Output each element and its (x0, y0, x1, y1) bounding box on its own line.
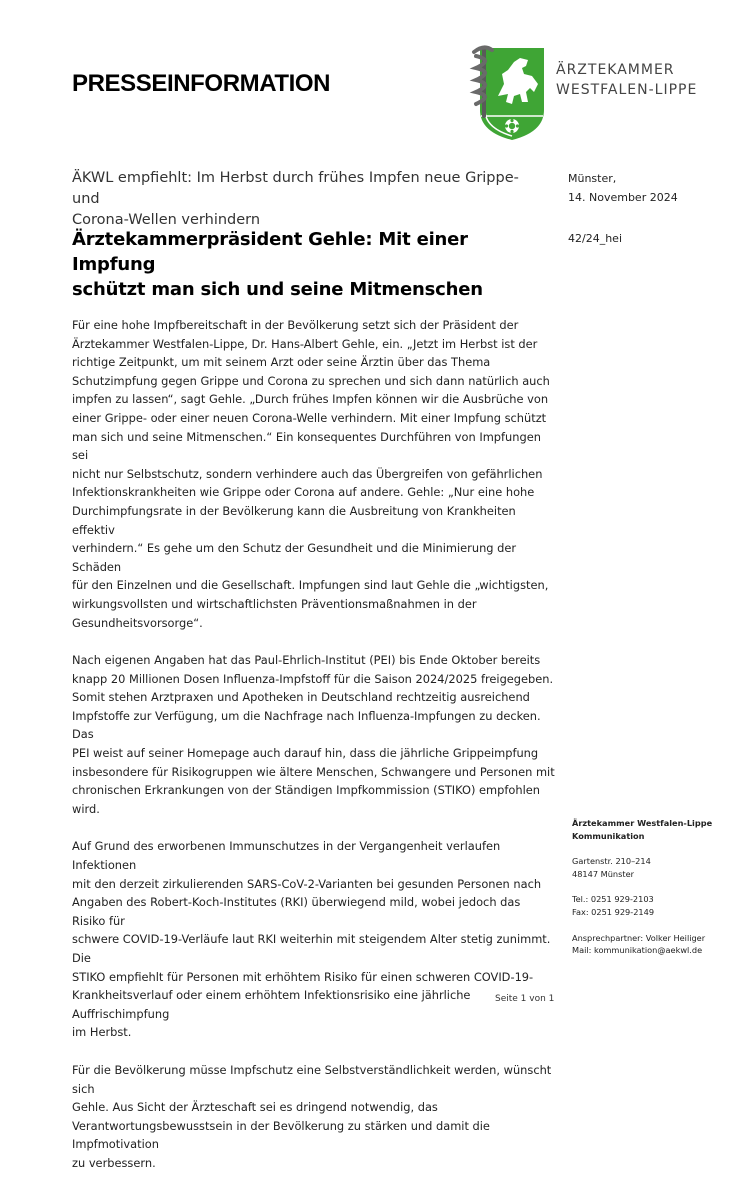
body-line: impfen zu lassen“, sagt Gehle. „Durch frühes Impfen können wir die Ausbrüche von (72, 392, 549, 407)
organization-name-line2: WESTFALEN-LIPPE (556, 82, 698, 98)
meta-reference: 42/24_hei (568, 232, 622, 245)
body-paragraph-2 (72, 651, 556, 818)
body-line: mit den derzeit zirkulierenden SARS-CoV-2-Varianten bei gesunden Personen nach (72, 876, 542, 891)
body-line: für den Einzelnen und die Gesellschaft. Impfungen sind laut Gehle die „wichtigsten, (72, 578, 549, 593)
body-line: nicht nur Selbstschutz, sondern verhindere auch das Übergreifen von gefährlichen (72, 466, 543, 481)
body-line: Durchimpfungsrate in der Bevölkerung kann die Ausbreitung von Krankheiten effektiv (72, 503, 516, 537)
contact-street: Gartenstr. 210–214 (572, 856, 651, 867)
subtitle-line: ÄKWL empfiehlt: Im Herbst durch frühes Impfen neue Grippe- und (72, 170, 519, 207)
page-number: Seite 1 von 1 (495, 994, 555, 1004)
body-line: Für die Bevölkerung müsse Impfschutz eine Selbstverständlichkeit werden, wünscht sich (72, 1062, 552, 1096)
body-line: Gesundheitsvorsorge“. (72, 615, 203, 630)
organization-name-line1: ÄRZTEKAMMER (556, 62, 675, 78)
contact-tel: Tel.: 0251 929-2103 (572, 894, 654, 905)
body-line: einer Grippe- oder einer neuen Corona-Welle verhindern. Mit einer Impfung schützt (72, 410, 547, 425)
contact-block (572, 817, 742, 970)
body-line: knapp 20 Millionen Dosen Influenza-Impfstoff für die Saison 2024/2025 freigegeben. (72, 671, 554, 686)
meta-date: 14. November 2024 (568, 191, 678, 204)
body-paragraph-1 (72, 316, 556, 632)
headline-line: schützt man sich und seine Mitmenschen (72, 279, 483, 300)
body-line: Impfstoffe zur Verfügung, um die Nachfrage nach Influenza-Impfungen zu decken. Das (72, 708, 541, 742)
body-line: Infektionskrankheiten wie Grippe oder Corona auf andere. Gehle: „Nur eine hohe (72, 485, 535, 500)
body-line: Nach eigenen Angaben hat das Paul-Ehrlich-Institut (PEI) bis Ende Oktober bereits (72, 653, 541, 668)
contact-org: Ärztekammer Westfalen-Lippe (572, 818, 713, 828)
body-line: Für eine hohe Impfbereitschaft in der Bevölkerung setzt sich der Präsident der (72, 318, 519, 332)
body-line: Angaben des Robert-Koch-Institutes (RKI) überwiegend mild, wobei jedoch das Risiko für (72, 895, 521, 928)
body-line: chronischen Erkrankungen von der Ständigen Impfkommission (STIKO) empfohlen wird. (72, 783, 540, 816)
body-line: insbesondere für Risikogruppen wie ältere Menschen, Schwangere und Personen mit (72, 764, 555, 779)
body-line: im Herbst. (72, 1025, 132, 1040)
organization-name (556, 60, 697, 100)
subtitle-line: Corona-Wellen verhindern (72, 212, 261, 228)
body-line: Ärztekammer Westfalen-Lippe, Dr. Hans-Albert Gehle, ein. „Jetzt im Herbst ist der (72, 336, 538, 351)
body-line: Schutzimpfung gegen Grippe und Corona zu sprechen und sich dann natürlich auch (72, 373, 550, 388)
body-line: PEI weist auf seiner Homepage auch darauf hin, dass die jährliche Grippeimpfung (72, 746, 539, 761)
body-line: Somit stehen Arztpraxen und Apotheken in Deutschland rechtzeitig ausreichend (72, 690, 530, 705)
body-line: verhindern.“ Es gehe um den Schutz der Gesundheit und die Minimierung der Schäden (72, 541, 517, 574)
contact-person: Ansprechpartner: Volker Heiliger (572, 932, 706, 943)
body-line: man sich und seine Mitmenschen.“ Ein konsequentes Durchführen von Impfungen sei (72, 429, 541, 463)
contact-city: 48147 Münster (572, 868, 634, 879)
headline (72, 227, 542, 302)
contact-dept: Kommunikation (572, 830, 645, 841)
body-line: wirkungsvollsten und wirtschaftlichsten Präventionsmaßnahmen in der (72, 596, 477, 611)
body-line: STIKO empfiehlt für Personen mit erhöhtem Risiko für einen schweren COVID-19- (72, 969, 534, 984)
body-line: Gehle. Aus Sicht der Ärzteschaft sei es dringend notwendig, das (72, 1100, 438, 1115)
press-title: PRESSEINFORMATION (72, 70, 331, 97)
body-line: Auf Grund des erworbenen Immunschutzes in der Vergangenheit verlaufen Infektionen (72, 839, 501, 873)
headline-line: Ärztekammerpräsident Gehle: Mit einer Impfung (72, 229, 468, 275)
body-paragraph-4 (72, 1061, 556, 1173)
body-text (72, 316, 556, 1192)
body-line: Krankheitsverlauf oder einem erhöhtem Infektionsrisiko eine jährliche Auffrischimpfung (72, 988, 471, 1021)
contact-mail[interactable]: Mail: kommunikation@aekwl.de (572, 945, 703, 956)
body-line: Verantwortungsbewusstsein in der Bevölkerung zu stärken und damit die Impfmotivation (72, 1118, 490, 1152)
body-line: schwere COVID-19-Verläufe laut RKI weiterhin mit steigendem Alter stetig zunimmt. Die (72, 932, 551, 965)
subtitle (72, 168, 542, 231)
contact-fax: Fax: 0251 929-2149 (572, 906, 655, 917)
meta-place: Münster, (568, 172, 617, 185)
body-paragraph-3 (72, 837, 556, 1042)
chamber-crest-icon (468, 44, 548, 142)
body-line: zu verbessern. (72, 1155, 156, 1170)
body-line: richtige Zeitpunkt, um mit seinem Arzt oder seine Ärztin über das Thema (72, 355, 491, 370)
